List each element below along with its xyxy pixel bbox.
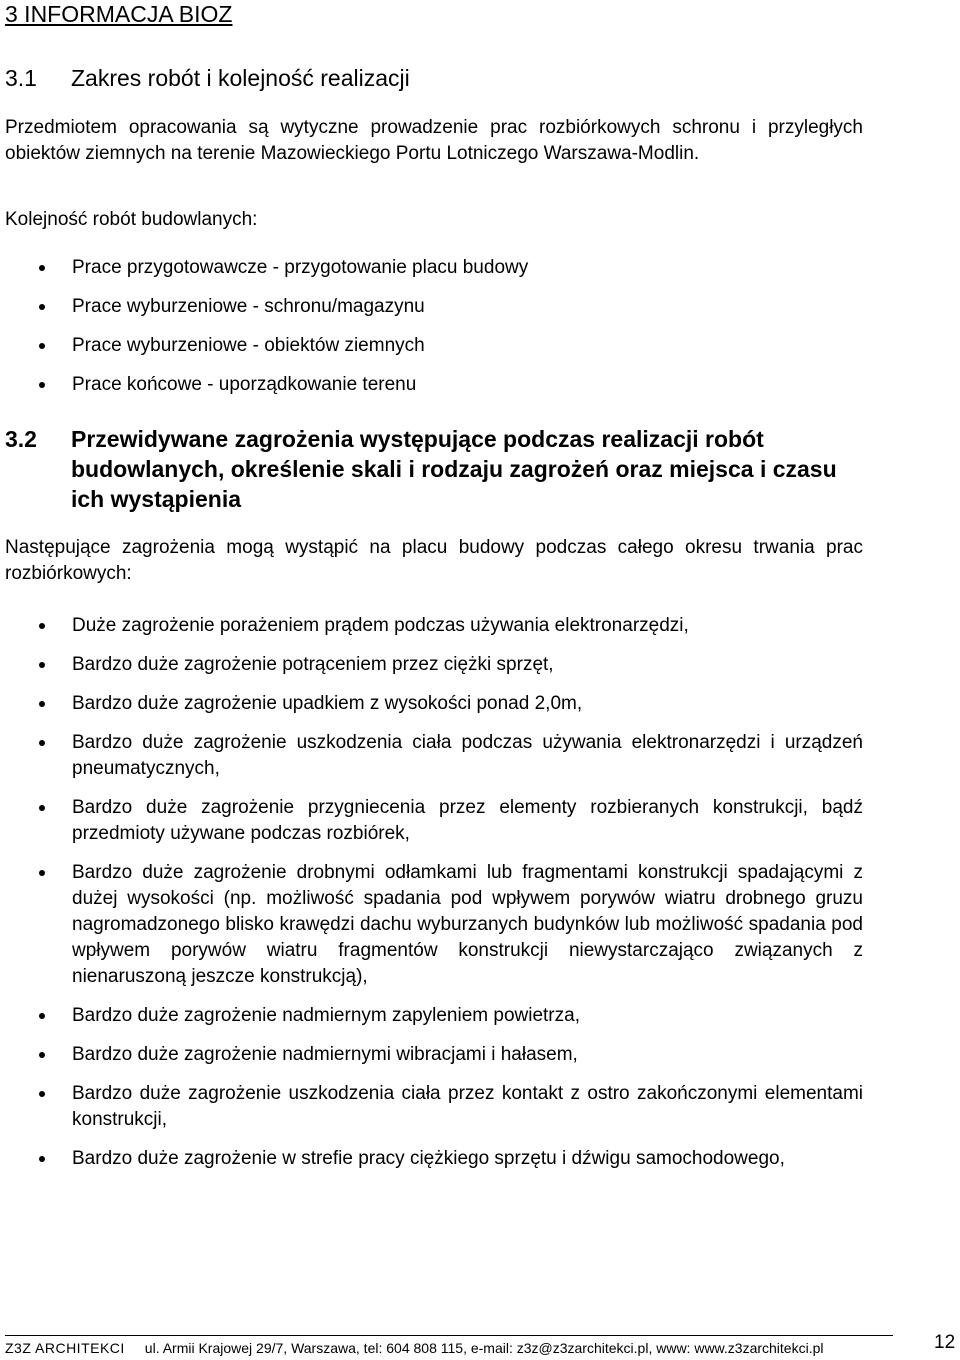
page-footer (5, 1335, 893, 1360)
list-item: Bardzo duże zagrożenie w strefie pracy ciężkiego sprzętu i dźwigu samochodowego, (5, 1146, 863, 1172)
list-item: Bardzo duże zagrożenie potrąceniem przez ciężki sprzęt, (5, 652, 863, 678)
bullet-icon (39, 1091, 45, 1097)
bullet-icon (39, 701, 45, 707)
bullet-icon (39, 623, 45, 629)
section-number: 3.2 (5, 426, 37, 452)
bullet-icon (39, 343, 45, 349)
chapter-heading: 3 INFORMACJA BIOZ (5, 1, 233, 27)
list-item: Bardzo duże zagrożenie uszkodzenia ciała przez kontakt z ostro zakończonymi elementami konstrukcji, (5, 1081, 863, 1133)
bullet-icon (39, 662, 45, 668)
section-title: Przewidywane zagrożenia występujące podczas realizacji robót budowlanych, określenie skali i rodzaju zagrożeń oraz miejsca i czasu ich wystąpienia (71, 426, 837, 512)
section-3-1-heading (5, 64, 410, 92)
bullet-icon (39, 382, 45, 388)
bullet-icon (39, 805, 45, 811)
list-item: Prace przygotowawcze - przygotowanie placu budowy (5, 255, 863, 281)
list-item: Bardzo duże zagrożenie nadmiernymi wibracjami i hałasem, (5, 1042, 863, 1068)
section-3-2-heading (5, 424, 863, 514)
work-order-label: Kolejność robót budowlanych: (5, 209, 258, 230)
section-number: 3.1 (5, 65, 37, 91)
list-item: Bardzo duże zagrożenie przygniecenia przez elementy rozbieranych konstrukcji, bądź przedmioty używane podczas rozbiórek, (5, 795, 863, 847)
list-item: Prace wyburzeniowe - schronu/magazynu (5, 294, 863, 320)
footer-address: ul. Armii Krajowej 29/7, Warszawa, tel: 604 808 115, e-mail: z3z@z3zarchitekci.pl, www: www.z3zarchitekci.pl (144, 1340, 824, 1356)
list-item: Prace wyburzeniowe - obiektów ziemnych (5, 333, 863, 359)
list-item: Bardzo duże zagrożenie upadkiem z wysokości ponad 2,0m, (5, 691, 863, 717)
work-order-list (5, 255, 863, 398)
bullet-icon (39, 1156, 45, 1162)
list-item: Bardzo duże zagrożenie nadmiernym zapyleniem powietrza, (5, 1003, 863, 1029)
list-item: Bardzo duże zagrożenie drobnymi odłamkami lub fragmentami konstrukcji spadającymi z dużej wysokości (np. możliwość spadania pod wpływem porywów wiatru drobnego gruzu nagromadzonego blisko krawędzi dachu wyburzanych budynków lub możliwość spadania pod wpływem porywów wiatru fragmentów konstrukcji niewystarczająco związanych z nienaruszoną jeszcze konstrukcją), (5, 860, 863, 990)
bullet-icon (39, 870, 45, 876)
hazard-list (5, 613, 863, 1172)
bullet-icon (39, 1052, 45, 1058)
list-item: Prace końcowe - uporządkowanie terenu (5, 372, 863, 398)
section-3-1-intro: Przedmiotem opracowania są wytyczne prowadzenie prac rozbiórkowych schronu i przyległych obiektów ziemnych na terenie Mazowieckiego Portu Lotniczego Warszawa-Modlin. (5, 117, 863, 164)
section-title: Zakres robót i kolejność realizacji (71, 65, 410, 91)
bullet-icon (39, 265, 45, 271)
list-item: Duże zagrożenie porażeniem prądem podczas używania elektronarzędzi, (5, 613, 863, 639)
section-3-2-intro: Następujące zagrożenia mogą wystąpić na placu budowy podczas całego okresu trwania prac rozbiórkowych: (5, 537, 863, 584)
list-item: Bardzo duże zagrożenie uszkodzenia ciała podczas używania elektronarzędzi i urządzeń pneumatycznych, (5, 730, 863, 782)
bullet-icon (39, 1013, 45, 1019)
footer-company: Z3Z ARCHITEKCI (5, 1340, 125, 1356)
page-number: 12 (934, 1332, 956, 1353)
bullet-icon (39, 740, 45, 746)
bullet-icon (39, 304, 45, 310)
